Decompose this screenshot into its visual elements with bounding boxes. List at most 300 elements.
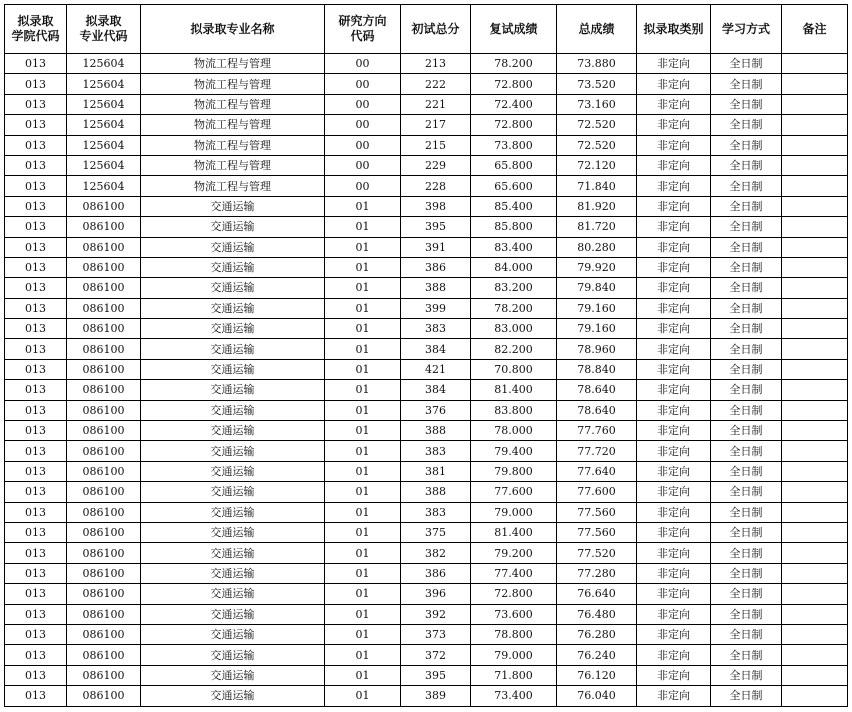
table-row — [5, 135, 848, 155]
major-code-cell: 086100 — [67, 319, 141, 339]
college-code-cell: 013 — [5, 522, 67, 542]
retest-score-cell: 78.200 — [471, 54, 557, 74]
major-code-cell: 125604 — [67, 155, 141, 175]
study-mode-cell: 全日制 — [711, 257, 782, 277]
remarks-cell — [782, 339, 848, 359]
direction-code-cell: 00 — [325, 74, 401, 94]
direction-code-cell: 01 — [325, 298, 401, 318]
retest-score-cell: 79.200 — [471, 543, 557, 563]
major-name-cell: 物流工程与管理 — [141, 176, 325, 196]
remarks-cell — [782, 461, 848, 481]
table-row — [5, 196, 848, 216]
major-code-cell: 086100 — [67, 482, 141, 502]
total-score-cell: 76.280 — [557, 624, 637, 644]
direction-code-cell: 01 — [325, 359, 401, 379]
table-row — [5, 339, 848, 359]
admission-type-cell: 非定向 — [637, 604, 711, 624]
admission-type-cell: 非定向 — [637, 278, 711, 298]
initial-score-cell: 386 — [401, 257, 471, 277]
total-score-cell: 77.640 — [557, 461, 637, 481]
remarks-cell — [782, 94, 848, 114]
study-mode-cell: 全日制 — [711, 135, 782, 155]
admission-type-cell: 非定向 — [637, 563, 711, 583]
college-code-cell: 013 — [5, 400, 67, 420]
remarks-cell — [782, 645, 848, 665]
initial-score-cell: 381 — [401, 461, 471, 481]
remarks-cell — [782, 502, 848, 522]
direction-code-cell: 00 — [325, 176, 401, 196]
initial-score-cell: 373 — [401, 624, 471, 644]
admission-type-cell: 非定向 — [637, 115, 711, 135]
initial-score-cell: 376 — [401, 400, 471, 420]
major-name-cell: 交通运输 — [141, 339, 325, 359]
college-code-cell: 013 — [5, 339, 67, 359]
remarks-cell — [782, 257, 848, 277]
college-code-cell: 013 — [5, 502, 67, 522]
study-mode-cell: 全日制 — [711, 339, 782, 359]
major-name-cell: 物流工程与管理 — [141, 155, 325, 175]
table-row — [5, 522, 848, 542]
initial-score-cell: 386 — [401, 563, 471, 583]
table-row — [5, 584, 848, 604]
initial-score-cell: 421 — [401, 359, 471, 379]
total-score-cell: 76.640 — [557, 584, 637, 604]
header-text: 初试总分 — [411, 21, 460, 36]
major-code-cell: 086100 — [67, 339, 141, 359]
study-mode-cell: 全日制 — [711, 441, 782, 461]
remarks-cell — [782, 400, 848, 420]
direction-code-cell: 01 — [325, 584, 401, 604]
direction-code-cell: 01 — [325, 563, 401, 583]
retest-score-cell: 83.000 — [471, 319, 557, 339]
header-college-code — [5, 5, 67, 54]
header-text: 专业代码 — [79, 29, 128, 43]
total-score-cell: 73.520 — [557, 74, 637, 94]
header-text: 代码 — [350, 29, 375, 43]
remarks-cell — [782, 74, 848, 94]
major-name-cell: 交通运输 — [141, 522, 325, 542]
study-mode-cell: 全日制 — [711, 543, 782, 563]
major-name-cell: 交通运输 — [141, 257, 325, 277]
direction-code-cell: 01 — [325, 604, 401, 624]
total-score-cell: 72.520 — [557, 115, 637, 135]
initial-score-cell: 388 — [401, 278, 471, 298]
header-text: 拟录取 — [17, 14, 54, 28]
direction-code-cell: 01 — [325, 319, 401, 339]
major-name-cell: 交通运输 — [141, 441, 325, 461]
total-score-cell: 76.040 — [557, 686, 637, 706]
header-text: 学习方式 — [721, 21, 770, 36]
major-name-cell: 交通运输 — [141, 217, 325, 237]
admission-type-cell: 非定向 — [637, 482, 711, 502]
direction-code-cell: 01 — [325, 624, 401, 644]
retest-score-cell: 73.600 — [471, 604, 557, 624]
total-score-cell: 77.560 — [557, 522, 637, 542]
major-code-cell: 125604 — [67, 94, 141, 114]
major-code-cell: 086100 — [67, 563, 141, 583]
table-row — [5, 482, 848, 502]
college-code-cell: 013 — [5, 74, 67, 94]
study-mode-cell: 全日制 — [711, 359, 782, 379]
total-score-cell: 76.480 — [557, 604, 637, 624]
initial-score-cell: 228 — [401, 176, 471, 196]
table-row — [5, 155, 848, 175]
admission-type-cell: 非定向 — [637, 584, 711, 604]
major-name-cell: 物流工程与管理 — [141, 135, 325, 155]
direction-code-cell: 01 — [325, 237, 401, 257]
direction-code-cell: 01 — [325, 278, 401, 298]
study-mode-cell: 全日制 — [711, 115, 782, 135]
study-mode-cell: 全日制 — [711, 94, 782, 114]
retest-score-cell: 83.200 — [471, 278, 557, 298]
initial-score-cell: 383 — [401, 502, 471, 522]
major-name-cell: 物流工程与管理 — [141, 94, 325, 114]
college-code-cell: 013 — [5, 441, 67, 461]
major-code-cell: 086100 — [67, 502, 141, 522]
retest-score-cell: 72.800 — [471, 115, 557, 135]
college-code-cell: 013 — [5, 278, 67, 298]
study-mode-cell: 全日制 — [711, 645, 782, 665]
major-name-cell: 物流工程与管理 — [141, 74, 325, 94]
total-score-cell: 81.920 — [557, 196, 637, 216]
direction-code-cell: 01 — [325, 257, 401, 277]
header-remarks — [782, 5, 848, 54]
retest-score-cell: 79.400 — [471, 441, 557, 461]
admission-type-cell: 非定向 — [637, 543, 711, 563]
header-retest-score — [471, 5, 557, 54]
header-admission-type — [637, 5, 711, 54]
study-mode-cell: 全日制 — [711, 461, 782, 481]
study-mode-cell: 全日制 — [711, 54, 782, 74]
direction-code-cell: 01 — [325, 217, 401, 237]
total-score-cell: 72.120 — [557, 155, 637, 175]
college-code-cell: 013 — [5, 155, 67, 175]
retest-score-cell: 83.400 — [471, 237, 557, 257]
header-major-code — [67, 5, 141, 54]
college-code-cell: 013 — [5, 217, 67, 237]
retest-score-cell: 78.800 — [471, 624, 557, 644]
college-code-cell: 013 — [5, 54, 67, 74]
college-code-cell: 013 — [5, 482, 67, 502]
table-row — [5, 359, 848, 379]
major-code-cell: 086100 — [67, 584, 141, 604]
total-score-cell: 78.640 — [557, 380, 637, 400]
remarks-cell — [782, 155, 848, 175]
admission-type-cell: 非定向 — [637, 94, 711, 114]
study-mode-cell: 全日制 — [711, 665, 782, 685]
initial-score-cell: 391 — [401, 237, 471, 257]
total-score-cell: 80.280 — [557, 237, 637, 257]
retest-score-cell: 73.800 — [471, 135, 557, 155]
admission-table — [4, 4, 848, 707]
table-row — [5, 74, 848, 94]
admission-type-cell: 非定向 — [637, 298, 711, 318]
college-code-cell: 013 — [5, 624, 67, 644]
major-name-cell: 交通运输 — [141, 237, 325, 257]
remarks-cell — [782, 584, 848, 604]
major-code-cell: 086100 — [67, 400, 141, 420]
major-code-cell: 086100 — [67, 298, 141, 318]
college-code-cell: 013 — [5, 686, 67, 706]
study-mode-cell: 全日制 — [711, 686, 782, 706]
major-name-cell: 交通运输 — [141, 584, 325, 604]
major-name-cell: 交通运输 — [141, 563, 325, 583]
header-text: 总成绩 — [578, 21, 615, 36]
remarks-cell — [782, 196, 848, 216]
table-row — [5, 502, 848, 522]
header-text: 拟录取专业名称 — [190, 21, 275, 36]
initial-score-cell: 398 — [401, 196, 471, 216]
major-code-cell: 086100 — [67, 237, 141, 257]
initial-score-cell: 383 — [401, 319, 471, 339]
study-mode-cell: 全日制 — [711, 563, 782, 583]
college-code-cell: 013 — [5, 645, 67, 665]
total-score-cell: 79.160 — [557, 298, 637, 318]
college-code-cell: 013 — [5, 461, 67, 481]
major-code-cell: 125604 — [67, 74, 141, 94]
major-code-cell: 086100 — [67, 278, 141, 298]
college-code-cell: 013 — [5, 380, 67, 400]
admission-type-cell: 非定向 — [637, 359, 711, 379]
total-score-cell: 79.840 — [557, 278, 637, 298]
admission-type-cell: 非定向 — [637, 135, 711, 155]
admission-type-cell: 非定向 — [637, 522, 711, 542]
retest-score-cell: 70.800 — [471, 359, 557, 379]
header-text: 拟录取类别 — [643, 21, 704, 36]
admission-type-cell: 非定向 — [637, 421, 711, 441]
table-row — [5, 257, 848, 277]
direction-code-cell: 00 — [325, 54, 401, 74]
major-code-cell: 086100 — [67, 686, 141, 706]
admission-type-cell: 非定向 — [637, 461, 711, 481]
table-row — [5, 319, 848, 339]
table-row — [5, 298, 848, 318]
retest-score-cell: 72.400 — [471, 94, 557, 114]
total-score-cell: 77.720 — [557, 441, 637, 461]
retest-score-cell: 83.800 — [471, 400, 557, 420]
remarks-cell — [782, 482, 848, 502]
direction-code-cell: 00 — [325, 94, 401, 114]
remarks-cell — [782, 176, 848, 196]
initial-score-cell: 395 — [401, 665, 471, 685]
college-code-cell: 013 — [5, 94, 67, 114]
direction-code-cell: 01 — [325, 421, 401, 441]
college-code-cell: 013 — [5, 196, 67, 216]
direction-code-cell: 00 — [325, 155, 401, 175]
admission-type-cell: 非定向 — [637, 502, 711, 522]
admission-type-cell: 非定向 — [637, 441, 711, 461]
total-score-cell: 77.280 — [557, 563, 637, 583]
remarks-cell — [782, 359, 848, 379]
table-row — [5, 237, 848, 257]
college-code-cell: 013 — [5, 176, 67, 196]
initial-score-cell: 222 — [401, 74, 471, 94]
direction-code-cell: 01 — [325, 645, 401, 665]
admission-type-cell: 非定向 — [637, 380, 711, 400]
major-name-cell: 交通运输 — [141, 319, 325, 339]
remarks-cell — [782, 237, 848, 257]
remarks-cell — [782, 665, 848, 685]
remarks-cell — [782, 686, 848, 706]
major-code-cell: 086100 — [67, 461, 141, 481]
admission-type-cell: 非定向 — [637, 155, 711, 175]
table-row — [5, 441, 848, 461]
admission-type-cell: 非定向 — [637, 217, 711, 237]
major-name-cell: 交通运输 — [141, 502, 325, 522]
retest-score-cell: 85.400 — [471, 196, 557, 216]
college-code-cell: 013 — [5, 584, 67, 604]
header-initial-score — [401, 5, 471, 54]
table-row — [5, 604, 848, 624]
table-row — [5, 624, 848, 644]
college-code-cell: 013 — [5, 298, 67, 318]
admission-type-cell: 非定向 — [637, 645, 711, 665]
major-code-cell: 086100 — [67, 522, 141, 542]
table-row — [5, 217, 848, 237]
major-code-cell: 125604 — [67, 135, 141, 155]
major-name-cell: 交通运输 — [141, 686, 325, 706]
study-mode-cell: 全日制 — [711, 624, 782, 644]
college-code-cell: 013 — [5, 421, 67, 441]
major-code-cell: 086100 — [67, 380, 141, 400]
retest-score-cell: 65.600 — [471, 176, 557, 196]
college-code-cell: 013 — [5, 563, 67, 583]
retest-score-cell: 72.800 — [471, 584, 557, 604]
major-code-cell: 086100 — [67, 257, 141, 277]
initial-score-cell: 392 — [401, 604, 471, 624]
major-name-cell: 交通运输 — [141, 624, 325, 644]
college-code-cell: 013 — [5, 237, 67, 257]
direction-code-cell: 01 — [325, 522, 401, 542]
total-score-cell: 78.960 — [557, 339, 637, 359]
study-mode-cell: 全日制 — [711, 176, 782, 196]
admission-type-cell: 非定向 — [637, 237, 711, 257]
remarks-cell — [782, 624, 848, 644]
direction-code-cell: 01 — [325, 482, 401, 502]
remarks-cell — [782, 217, 848, 237]
major-code-cell: 086100 — [67, 665, 141, 685]
admission-type-cell: 非定向 — [637, 686, 711, 706]
college-code-cell: 013 — [5, 604, 67, 624]
study-mode-cell: 全日制 — [711, 196, 782, 216]
initial-score-cell: 388 — [401, 421, 471, 441]
remarks-cell — [782, 563, 848, 583]
total-score-cell: 78.640 — [557, 400, 637, 420]
remarks-cell — [782, 319, 848, 339]
total-score-cell: 72.520 — [557, 135, 637, 155]
retest-score-cell: 79.000 — [471, 645, 557, 665]
college-code-cell: 013 — [5, 543, 67, 563]
retest-score-cell: 72.800 — [471, 74, 557, 94]
admission-type-cell: 非定向 — [637, 624, 711, 644]
study-mode-cell: 全日制 — [711, 400, 782, 420]
header-major-name — [141, 5, 325, 54]
retest-score-cell: 85.800 — [471, 217, 557, 237]
table-row — [5, 645, 848, 665]
initial-score-cell: 382 — [401, 543, 471, 563]
college-code-cell: 013 — [5, 115, 67, 135]
initial-score-cell: 229 — [401, 155, 471, 175]
study-mode-cell: 全日制 — [711, 298, 782, 318]
table-row — [5, 421, 848, 441]
admission-type-cell: 非定向 — [637, 319, 711, 339]
direction-code-cell: 01 — [325, 380, 401, 400]
remarks-cell — [782, 298, 848, 318]
major-code-cell: 125604 — [67, 115, 141, 135]
direction-code-cell: 01 — [325, 400, 401, 420]
header-study-mode — [711, 5, 782, 54]
study-mode-cell: 全日制 — [711, 237, 782, 257]
total-score-cell: 81.720 — [557, 217, 637, 237]
initial-score-cell: 384 — [401, 339, 471, 359]
major-name-cell: 交通运输 — [141, 298, 325, 318]
remarks-cell — [782, 380, 848, 400]
major-code-cell: 086100 — [67, 217, 141, 237]
retest-score-cell: 82.200 — [471, 339, 557, 359]
major-name-cell: 交通运输 — [141, 604, 325, 624]
admission-type-cell: 非定向 — [637, 196, 711, 216]
study-mode-cell: 全日制 — [711, 155, 782, 175]
retest-score-cell: 73.400 — [471, 686, 557, 706]
header-text: 复试成绩 — [489, 21, 538, 36]
major-code-cell: 125604 — [67, 54, 141, 74]
admission-type-cell: 非定向 — [637, 339, 711, 359]
retest-score-cell: 71.800 — [471, 665, 557, 685]
major-name-cell: 交通运输 — [141, 461, 325, 481]
remarks-cell — [782, 604, 848, 624]
initial-score-cell: 221 — [401, 94, 471, 114]
table-row — [5, 115, 848, 135]
study-mode-cell: 全日制 — [711, 584, 782, 604]
major-name-cell: 物流工程与管理 — [141, 115, 325, 135]
table-row — [5, 176, 848, 196]
total-score-cell: 71.840 — [557, 176, 637, 196]
table-row — [5, 461, 848, 481]
major-code-cell: 086100 — [67, 441, 141, 461]
major-code-cell: 086100 — [67, 645, 141, 665]
remarks-cell — [782, 115, 848, 135]
major-name-cell: 交通运输 — [141, 278, 325, 298]
direction-code-cell: 01 — [325, 686, 401, 706]
retest-score-cell: 79.000 — [471, 502, 557, 522]
major-code-cell: 086100 — [67, 624, 141, 644]
header-text: 备注 — [802, 21, 827, 36]
total-score-cell: 77.600 — [557, 482, 637, 502]
college-code-cell: 013 — [5, 257, 67, 277]
major-name-cell: 交通运输 — [141, 196, 325, 216]
major-code-cell: 125604 — [67, 176, 141, 196]
direction-code-cell: 01 — [325, 502, 401, 522]
retest-score-cell: 81.400 — [471, 522, 557, 542]
remarks-cell — [782, 54, 848, 74]
direction-code-cell: 00 — [325, 135, 401, 155]
table-row — [5, 94, 848, 114]
study-mode-cell: 全日制 — [711, 380, 782, 400]
study-mode-cell: 全日制 — [711, 278, 782, 298]
table-row — [5, 686, 848, 706]
admission-type-cell: 非定向 — [637, 74, 711, 94]
remarks-cell — [782, 441, 848, 461]
table-row — [5, 563, 848, 583]
admission-type-cell: 非定向 — [637, 400, 711, 420]
initial-score-cell: 384 — [401, 380, 471, 400]
major-code-cell: 086100 — [67, 196, 141, 216]
retest-score-cell: 77.400 — [471, 563, 557, 583]
study-mode-cell: 全日制 — [711, 319, 782, 339]
total-score-cell: 76.240 — [557, 645, 637, 665]
total-score-cell: 77.760 — [557, 421, 637, 441]
initial-score-cell: 388 — [401, 482, 471, 502]
